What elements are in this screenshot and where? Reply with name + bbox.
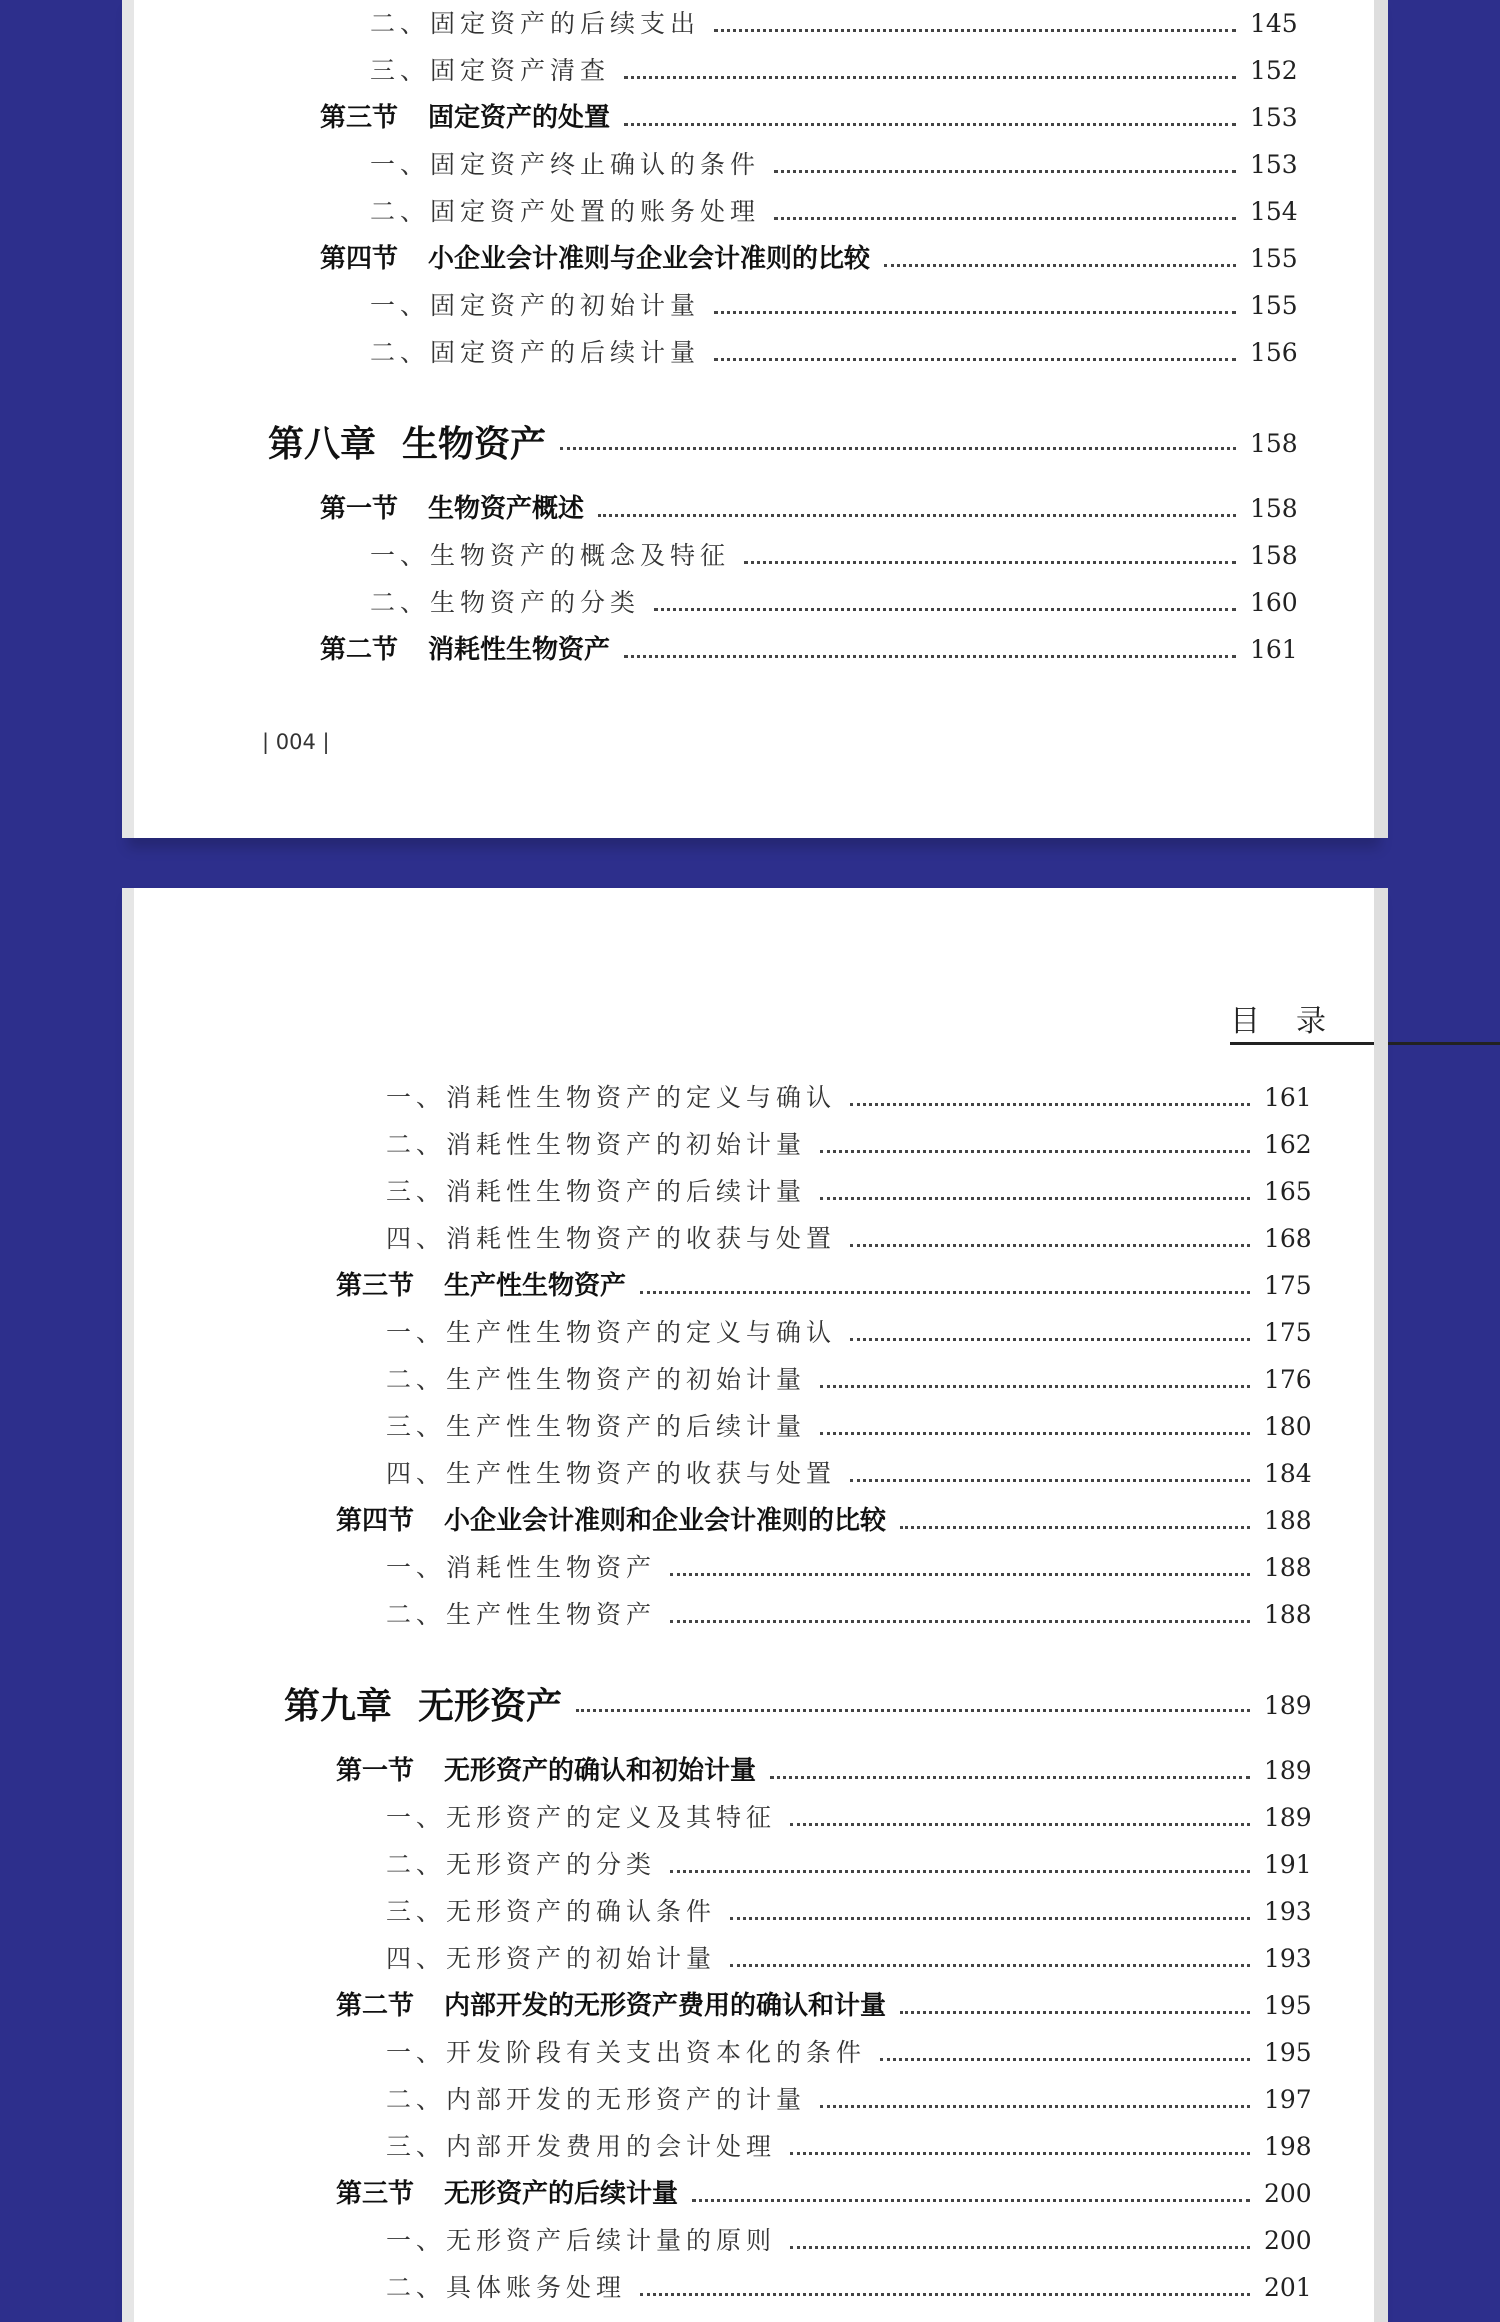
toc-page-number: 184 — [1264, 1459, 1312, 1488]
toc-page-number: 155 — [1250, 244, 1298, 273]
toc-item — [370, 51, 1310, 91]
dot-leader — [790, 2246, 1250, 2249]
dot-leader — [714, 358, 1236, 361]
toc-entry-title: 一、消耗性生物资产 — [386, 1553, 657, 1582]
dot-leader — [654, 608, 1236, 611]
toc-entry-label — [386, 2127, 776, 2167]
toc-entry-label — [370, 286, 700, 326]
toc-entry-label — [386, 1454, 836, 1494]
toc-entry-number: 第四节 — [320, 244, 399, 274]
toc-entry-label — [386, 1078, 836, 1118]
toc-entry-label — [386, 1313, 836, 1353]
toc-entry-number: 第八章 — [268, 423, 377, 465]
dot-leader — [820, 1150, 1250, 1153]
toc-entry-label — [386, 1548, 656, 1588]
dot-leader — [670, 1620, 1250, 1623]
toc-entry-title: 内部开发的无形资产费用的确认和计量 — [444, 1991, 887, 2021]
dot-leader — [774, 170, 1236, 173]
toc-page-number: 152 — [1250, 56, 1298, 85]
toc-page-number: 155 — [1250, 291, 1298, 320]
dot-leader — [560, 447, 1236, 450]
dot-leader — [730, 1964, 1250, 1967]
toc-entry-number: 第一节 — [320, 494, 399, 524]
toc-page-number: 175 — [1264, 1318, 1312, 1347]
toc-entry-label — [386, 1798, 776, 1838]
toc-entry-title: 固定资产的处置 — [428, 103, 611, 133]
toc-section — [336, 1751, 1324, 1791]
toc-entry-label — [386, 1939, 716, 1979]
toc-page-number: 160 — [1250, 588, 1298, 617]
toc-page-number: 175 — [1264, 1271, 1312, 1300]
toc-page-number: 180 — [1264, 1412, 1312, 1441]
dot-leader — [820, 1385, 1250, 1388]
dot-leader — [900, 1526, 1250, 1529]
dot-leader — [820, 2105, 1250, 2108]
toc-page-number: 193 — [1264, 1944, 1312, 1973]
dot-leader — [850, 1338, 1250, 1341]
toc-entry-title: 二、消耗性生物资产的初始计量 — [386, 1130, 807, 1159]
toc-entry-title: 二、内部开发的无形资产的计量 — [386, 2085, 807, 2114]
toc-entry-label — [336, 1986, 886, 2026]
toc-page-number: 188 — [1264, 1553, 1312, 1582]
toc-page-number: 153 — [1250, 103, 1298, 132]
dot-leader — [624, 76, 1236, 79]
toc-item — [386, 1313, 1324, 1353]
toc-entry-label — [320, 98, 610, 138]
toc-entry-label — [284, 1686, 562, 1726]
toc-entry-label — [386, 2033, 866, 2073]
toc-item — [386, 2127, 1324, 2167]
toc-entry-label — [268, 424, 546, 464]
toc-entry-title: 二、固定资产处置的账务处理 — [370, 197, 761, 226]
toc-entry-label — [386, 1595, 656, 1635]
toc-entry-title: 二、生物资产的分类 — [370, 588, 641, 617]
toc-entry-title: 二、生产性生物资产的初始计量 — [386, 1365, 807, 1394]
toc-section — [320, 239, 1310, 279]
toc-section — [320, 630, 1310, 670]
toc-page-number: 189 — [1264, 1803, 1312, 1832]
toc-entry-label — [386, 1845, 656, 1885]
toc-item — [386, 1407, 1324, 1447]
toc-page-number: 154 — [1250, 197, 1298, 226]
toc-item — [370, 286, 1310, 326]
toc-entry-label — [370, 145, 760, 185]
toc-entry-label — [370, 333, 700, 373]
toc-entry-label — [386, 1219, 836, 1259]
toc-page-number: 168 — [1264, 1224, 1312, 1253]
toc-entry-label — [370, 192, 760, 232]
toc-entry-label — [370, 51, 610, 91]
toc-page-number: 195 — [1264, 2038, 1312, 2067]
toc-item — [386, 1172, 1324, 1212]
dot-leader — [884, 264, 1236, 267]
toc-entry-label — [320, 239, 870, 279]
dot-leader — [790, 1823, 1250, 1826]
toc-item — [386, 1548, 1324, 1588]
toc-section — [320, 489, 1310, 529]
toc-item — [386, 1078, 1324, 1118]
toc-entry-title: 一、生产性生物资产的定义与确认 — [386, 1318, 837, 1347]
dot-leader — [730, 1917, 1250, 1920]
toc-page-number: 191 — [1264, 1850, 1312, 1879]
toc-item — [370, 145, 1310, 185]
dot-leader — [820, 1432, 1250, 1435]
dot-leader — [640, 1291, 1250, 1294]
toc-entry-title: 小企业会计准则和企业会计准则的比较 — [444, 1506, 887, 1536]
toc-entry-title: 一、无形资产的定义及其特征 — [386, 1803, 777, 1832]
toc-page-number: 193 — [1264, 1897, 1312, 1926]
toc-entry-number: 第九章 — [284, 1685, 393, 1727]
toc-entry-title: 三、无形资产的确认条件 — [386, 1897, 717, 1926]
dot-leader — [714, 311, 1236, 314]
toc-page-number: 161 — [1264, 1083, 1312, 1112]
toc-entry-label — [386, 2221, 776, 2261]
toc-item — [386, 1798, 1324, 1838]
dot-leader — [820, 1197, 1250, 1200]
toc-entry-number: 第四节 — [336, 1506, 415, 1536]
toc-chapter — [268, 424, 1310, 464]
toc-page-number: 158 — [1250, 429, 1298, 458]
dot-leader — [850, 1244, 1250, 1247]
toc-entry-title: 小企业会计准则与企业会计准则的比较 — [428, 244, 871, 274]
toc-entry-number: 第一节 — [336, 1756, 415, 1786]
toc-section — [336, 2174, 1324, 2214]
dot-leader — [880, 2058, 1250, 2061]
toc-entry-title: 一、固定资产的初始计量 — [370, 291, 701, 320]
toc-entry-title: 三、生产性生物资产的后续计量 — [386, 1412, 807, 1441]
toc-entry-title: 三、固定资产清查 — [370, 56, 611, 85]
toc-entry-title: 生产性生物资产 — [444, 1271, 627, 1301]
toc-entry-title: 生物资产概述 — [428, 494, 585, 524]
toc-entry-title: 二、生产性生物资产 — [386, 1600, 657, 1629]
toc-section — [320, 98, 1310, 138]
toc-entry-number: 第二节 — [336, 1991, 415, 2021]
toc-entry-title: 生物资产 — [402, 423, 547, 465]
toc-page-number: 158 — [1250, 494, 1298, 523]
toc-entry-title: 一、生物资产的概念及特征 — [370, 541, 731, 570]
toc-entry-title: 二、固定资产的后续支出 — [370, 9, 701, 38]
toc-page-1 — [122, 0, 1374, 838]
toc-item — [370, 583, 1310, 623]
toc-entry-label — [370, 583, 640, 623]
dot-leader — [770, 1776, 1250, 1779]
toc-page-number: 161 — [1250, 635, 1298, 664]
toc-entry-label — [386, 1407, 806, 1447]
toc-page-2 — [122, 888, 1374, 2322]
toc-page-number: 156 — [1250, 338, 1298, 367]
toc-entry-title: 四、无形资产的初始计量 — [386, 1944, 717, 1973]
toc-page-number: 158 — [1250, 541, 1298, 570]
toc-entry-title: 三、消耗性生物资产的后续计量 — [386, 1177, 807, 1206]
dot-leader — [670, 1573, 1250, 1576]
toc-entry-number: 第三节 — [320, 103, 399, 133]
dot-leader — [744, 561, 1236, 564]
toc-page-number: 189 — [1264, 1756, 1312, 1785]
toc-entry-number: 第三节 — [336, 1271, 415, 1301]
dot-leader — [790, 2152, 1250, 2155]
toc-entry-title: 消耗性生物资产 — [428, 635, 611, 665]
toc-entry-label — [320, 630, 610, 670]
toc-page-number: 195 — [1264, 1991, 1312, 2020]
toc-page-number: 188 — [1264, 1506, 1312, 1535]
toc-entry-label — [336, 1501, 886, 1541]
toc-item — [386, 1454, 1324, 1494]
toc-entry-label — [370, 536, 730, 576]
page-folio: | 004 | — [262, 730, 330, 754]
toc-entry-label — [370, 4, 700, 44]
running-head: 目录 — [1230, 1004, 1362, 1039]
toc-page-number: 201 — [1264, 2273, 1312, 2302]
toc-page-number: 197 — [1264, 2085, 1312, 2114]
dot-leader — [900, 2011, 1250, 2014]
toc-page-number: 200 — [1264, 2179, 1312, 2208]
toc-section — [336, 1501, 1324, 1541]
dot-leader — [850, 1479, 1250, 1482]
toc-entry-title: 二、无形资产的分类 — [386, 1850, 657, 1879]
toc-entry-label — [336, 1266, 626, 1306]
toc-entry-label — [336, 1751, 756, 1791]
toc-entry-label — [386, 1125, 806, 1165]
dot-leader — [624, 123, 1236, 126]
toc-entry-label — [386, 1172, 806, 1212]
toc-page-number: 176 — [1264, 1365, 1312, 1394]
toc-item — [386, 1595, 1324, 1635]
toc-item — [386, 1360, 1324, 1400]
toc-item — [386, 1219, 1324, 1259]
toc-entry-number: 第二节 — [320, 635, 399, 665]
toc-page-number: 188 — [1264, 1600, 1312, 1629]
toc-entry-title: 一、消耗性生物资产的定义与确认 — [386, 1083, 837, 1112]
toc-entry-label — [386, 2268, 626, 2308]
toc-item — [370, 333, 1310, 373]
dot-leader — [714, 29, 1236, 32]
toc-page-number: 162 — [1264, 1130, 1312, 1159]
toc-entry-title: 二、固定资产的后续计量 — [370, 338, 701, 367]
toc-entry-title: 二、具体账务处理 — [386, 2273, 627, 2302]
dot-leader — [598, 514, 1236, 517]
toc-page-number: 153 — [1250, 150, 1298, 179]
toc-entry-label — [320, 489, 584, 529]
toc-item — [370, 192, 1310, 232]
toc-list-page-2 — [122, 888, 1374, 2322]
dot-leader — [692, 2199, 1250, 2202]
dot-leader — [670, 1870, 1250, 1873]
toc-section — [336, 1266, 1324, 1306]
dot-leader — [624, 655, 1236, 658]
toc-entry-label — [336, 2174, 678, 2214]
toc-item — [386, 1939, 1324, 1979]
toc-chapter — [284, 1686, 1324, 1726]
toc-page-number: 189 — [1264, 1691, 1312, 1720]
toc-entry-title: 一、无形资产后续计量的原则 — [386, 2226, 777, 2255]
toc-item — [386, 1892, 1324, 1932]
toc-page-number: 200 — [1264, 2226, 1312, 2255]
toc-entry-title: 一、固定资产终止确认的条件 — [370, 150, 761, 179]
toc-item — [370, 536, 1310, 576]
toc-entry-title: 无形资产 — [418, 1685, 563, 1727]
toc-entry-title: 一、开发阶段有关支出资本化的条件 — [386, 2038, 867, 2067]
toc-list-page-1 — [122, 0, 1374, 838]
toc-item — [386, 2033, 1324, 2073]
toc-item — [386, 2221, 1324, 2261]
dot-leader — [640, 2293, 1250, 2296]
toc-entry-label — [386, 2080, 806, 2120]
toc-entry-title: 无形资产的确认和初始计量 — [444, 1756, 757, 1786]
toc-page-number: 145 — [1250, 9, 1298, 38]
toc-item — [386, 2080, 1324, 2120]
toc-section — [336, 1986, 1324, 2026]
dot-leader — [850, 1103, 1250, 1106]
toc-page-number: 165 — [1264, 1177, 1312, 1206]
toc-item — [386, 2268, 1324, 2308]
toc-entry-title: 无形资产的后续计量 — [444, 2179, 679, 2209]
toc-entry-title: 四、生产性生物资产的收获与处置 — [386, 1459, 837, 1488]
toc-item — [386, 1845, 1324, 1885]
toc-item — [386, 1125, 1324, 1165]
toc-entry-title: 三、内部开发费用的会计处理 — [386, 2132, 777, 2161]
dot-leader — [576, 1709, 1250, 1712]
toc-entry-label — [386, 1360, 806, 1400]
toc-entry-number: 第三节 — [336, 2179, 415, 2209]
toc-item — [370, 4, 1310, 44]
toc-page-number: 198 — [1264, 2132, 1312, 2161]
dot-leader — [774, 217, 1236, 220]
toc-entry-label — [386, 1892, 716, 1932]
toc-entry-title: 四、消耗性生物资产的收获与处置 — [386, 1224, 837, 1253]
